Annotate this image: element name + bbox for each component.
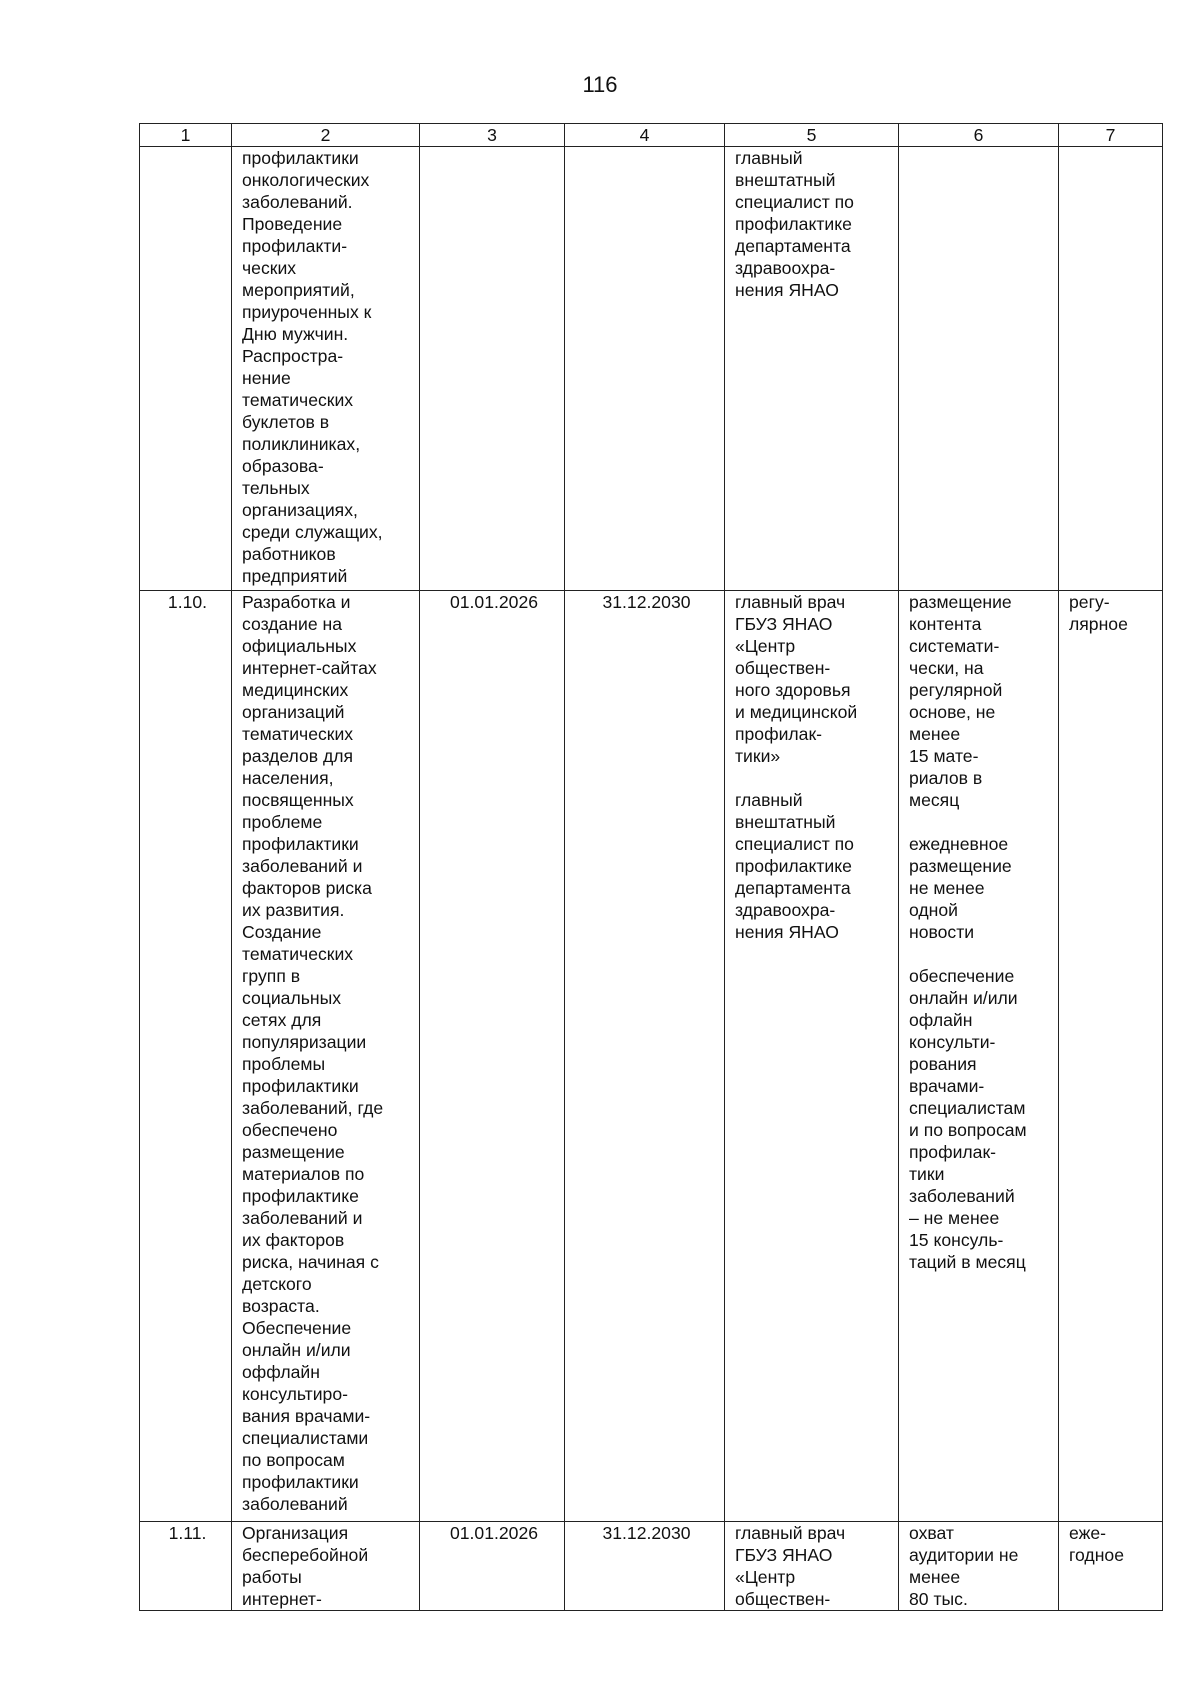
cell-line: департамента	[735, 878, 851, 898]
cell-line: факторов риска	[242, 878, 372, 898]
header-cell: 1	[140, 124, 232, 147]
table-row	[140, 591, 1163, 1522]
cell-line: консультиро-	[242, 1384, 348, 1404]
cell-line: контента	[909, 614, 982, 634]
cell-line: интернет-	[242, 1589, 322, 1609]
cell-line: регулярной	[909, 680, 1003, 700]
cell-line: профилактике	[735, 214, 852, 234]
cell-line: мероприятий,	[242, 280, 355, 300]
cell-text: 01.01.2026	[449, 592, 539, 612]
cell-text: 31.12.2030	[602, 1523, 691, 1543]
cell-line: одной	[909, 900, 958, 920]
cell-text: 1.11.	[168, 1523, 207, 1543]
cell-line: главный	[735, 148, 803, 168]
cell-line: департамента	[735, 236, 851, 256]
cell-line: создание на	[242, 614, 343, 634]
cell-line: бесперебойной	[242, 1545, 369, 1565]
cell-line: – не менее	[909, 1208, 1000, 1228]
cell-indicator	[899, 1522, 1059, 1611]
data-table	[139, 123, 1163, 1611]
cell-number	[140, 591, 232, 1522]
cell-line: Создание	[242, 922, 322, 942]
cell-line: таций в месяц	[909, 1252, 1026, 1272]
cell-line: профилак-	[909, 1142, 997, 1162]
cell-line: врачами-	[909, 1076, 985, 1096]
cell-line: заболеваний	[909, 1186, 1015, 1206]
cell-line: по вопросам	[242, 1450, 345, 1470]
cell-line: менее	[909, 724, 961, 744]
cell-line: «Центр	[735, 636, 796, 656]
cell-line: нения ЯНАО	[735, 280, 839, 300]
cell-line: риалов в	[909, 768, 983, 788]
cell-line: среди служащих,	[242, 522, 383, 542]
cell-description	[232, 1522, 420, 1611]
cell-line: ежедневное	[909, 834, 1009, 854]
cell-text: 31.12.2030	[602, 592, 691, 612]
header-row	[140, 124, 1163, 147]
cell-line: популяризации	[242, 1032, 367, 1052]
cell-line: социальных	[242, 988, 342, 1008]
cell-line: не менее	[909, 878, 985, 898]
cell-line: рования	[909, 1054, 977, 1074]
cell-line: здравоохра-	[735, 258, 836, 278]
cell-description	[232, 591, 420, 1522]
header-cell: 2	[232, 124, 420, 147]
cell-line: Обеспечение	[242, 1318, 352, 1338]
cell-line: специалистами	[242, 1428, 369, 1448]
cell-line: онлайн и/или	[242, 1340, 351, 1360]
cell-line: новости	[909, 922, 975, 942]
cell-line: специалист по	[735, 192, 854, 212]
cell-line: официальных	[242, 636, 357, 656]
cell-line: 80 тыс.	[909, 1589, 968, 1609]
cell-line: тематических	[242, 390, 354, 410]
cell-line: профилакти-	[242, 236, 348, 256]
cell-end-date	[565, 147, 725, 591]
cell-line: детского	[242, 1274, 312, 1294]
cell-line: оффлайн	[242, 1362, 320, 1382]
cell-responsible	[725, 591, 899, 1522]
cell-line: внештатный	[735, 170, 836, 190]
cell-line: консульти-	[909, 1032, 996, 1052]
cell-indicator	[899, 147, 1059, 591]
header-cell: 7	[1059, 124, 1163, 147]
cell-line: медицинских	[242, 680, 349, 700]
cell-line: Дню мужчин.	[242, 324, 349, 344]
cell-line: Организация	[242, 1523, 349, 1543]
cell-line: 15 мате-	[909, 746, 979, 766]
cell-line: специалистам	[909, 1098, 1026, 1118]
cell-line: тельных	[242, 478, 310, 498]
cell-line: риска, начиная с	[242, 1252, 379, 1272]
cell-line: размещение	[909, 856, 1012, 876]
cell-line: тематических	[242, 724, 354, 744]
cell-line: тематических	[242, 944, 354, 964]
cell-responsible	[725, 147, 899, 591]
cell-periodicity	[1059, 1522, 1163, 1611]
cell-line: главный	[735, 790, 803, 810]
cell-line: специалист по	[735, 834, 854, 854]
cell-line: разделов для	[242, 746, 354, 766]
cell-line: групп в	[242, 966, 301, 986]
cell-line: ного здоровья	[735, 680, 851, 700]
cell-line: обществен-	[735, 1589, 831, 1609]
paragraph-gap	[735, 767, 892, 789]
cell-line: здравоохра-	[735, 900, 836, 920]
cell-line: месяц	[909, 790, 960, 810]
cell-text: 01.01.2026	[449, 1523, 539, 1543]
cell-line: профилактики	[242, 834, 359, 854]
cell-line: Проведение	[242, 214, 343, 234]
cell-start-date	[420, 147, 565, 591]
cell-line: заболеваний	[242, 1494, 348, 1514]
cell-line: материалов по	[242, 1164, 365, 1184]
cell-line: обеспечение	[909, 966, 1015, 986]
cell-line: профилактики	[242, 1076, 359, 1096]
cell-line: и медицинской	[735, 702, 858, 722]
cell-line: профилактики	[242, 148, 359, 168]
cell-line: лярное	[1069, 614, 1128, 634]
cell-line: размещение	[909, 592, 1012, 612]
cell-line: сетях для	[242, 1010, 322, 1030]
cell-line: профилак-	[735, 724, 823, 744]
cell-line: организациях,	[242, 500, 358, 520]
cell-line: возраста.	[242, 1296, 320, 1316]
cell-line: профилактике	[242, 1186, 359, 1206]
cell-line: профилактике	[735, 856, 852, 876]
cell-responsible	[725, 1522, 899, 1611]
table-row	[140, 147, 1163, 591]
cell-line: офлайн	[909, 1010, 973, 1030]
cell-line: и по вопросам	[909, 1120, 1027, 1140]
cell-line: их развития.	[242, 900, 345, 920]
cell-line: Разработка и	[242, 592, 351, 612]
cell-line: поликлиниках,	[242, 434, 361, 454]
cell-line: работников	[242, 544, 336, 564]
cell-line: аудитории не	[909, 1545, 1019, 1565]
cell-indicator	[899, 591, 1059, 1522]
cell-line: ческих	[242, 258, 297, 278]
cell-line: тики»	[735, 746, 781, 766]
cell-line: Распростра-	[242, 346, 344, 366]
cell-line: организаций	[242, 702, 345, 722]
table-row	[140, 1522, 1163, 1611]
cell-line: проблемы	[242, 1054, 326, 1074]
cell-line: главный врач	[735, 592, 846, 612]
cell-description	[232, 147, 420, 591]
header-cell: 3	[420, 124, 565, 147]
cell-start-date	[420, 1522, 565, 1611]
header-cell: 6	[899, 124, 1059, 147]
cell-line: 15 консуль-	[909, 1230, 1004, 1250]
cell-line: работы	[242, 1567, 302, 1587]
cell-text: 1.10.	[167, 592, 208, 612]
cell-line: интернет-сайтах	[242, 658, 377, 678]
cell-line: регу-	[1069, 592, 1110, 612]
cell-line: обществен-	[735, 658, 831, 678]
cell-line: системати-	[909, 636, 1000, 656]
cell-line: профилактики	[242, 1472, 359, 1492]
cell-line: охват	[909, 1523, 954, 1543]
header-cell: 5	[725, 124, 899, 147]
cell-start-date	[420, 591, 565, 1522]
cell-line: предприятий	[242, 566, 348, 586]
cell-line: чески, на	[909, 658, 984, 678]
cell-number	[140, 147, 232, 591]
cell-line: заболеваний, где	[242, 1098, 384, 1118]
cell-line: внештатный	[735, 812, 836, 832]
cell-line: нения ЯНАО	[735, 922, 839, 942]
cell-line: вания врачами-	[242, 1406, 371, 1426]
cell-line: заболеваний и	[242, 856, 363, 876]
cell-line: заболеваний.	[242, 192, 353, 212]
header-cell: 4	[565, 124, 725, 147]
cell-line: главный врач	[735, 1523, 846, 1543]
cell-line: приуроченных к	[242, 302, 372, 322]
cell-line: нение	[242, 368, 291, 388]
cell-line: буклетов в	[242, 412, 330, 432]
cell-line: населения,	[242, 768, 334, 788]
cell-line: их факторов	[242, 1230, 345, 1250]
cell-line: основе, не	[909, 702, 996, 722]
cell-periodicity	[1059, 591, 1163, 1522]
cell-line: обеспечено	[242, 1120, 338, 1140]
cell-line: ГБУЗ ЯНАО	[735, 614, 833, 634]
paragraph-gap	[909, 943, 1052, 965]
cell-periodicity	[1059, 147, 1163, 591]
cell-line: заболеваний и	[242, 1208, 363, 1228]
cell-line: менее	[909, 1567, 961, 1587]
cell-end-date	[565, 1522, 725, 1611]
page-number: 116	[582, 72, 618, 97]
cell-line: годное	[1069, 1545, 1124, 1565]
cell-line: онлайн и/или	[909, 988, 1018, 1008]
cell-line: ГБУЗ ЯНАО	[735, 1545, 833, 1565]
cell-number	[140, 1522, 232, 1611]
cell-line: образова-	[242, 456, 324, 476]
cell-line: проблеме	[242, 812, 323, 832]
cell-end-date	[565, 591, 725, 1522]
cell-line: еже-	[1069, 1523, 1107, 1543]
cell-line: посвященных	[242, 790, 354, 810]
cell-line: «Центр	[735, 1567, 796, 1587]
cell-line: тики	[909, 1164, 945, 1184]
cell-line: онкологических	[242, 170, 370, 190]
cell-line: размещение	[242, 1142, 345, 1162]
paragraph-gap	[909, 811, 1052, 833]
